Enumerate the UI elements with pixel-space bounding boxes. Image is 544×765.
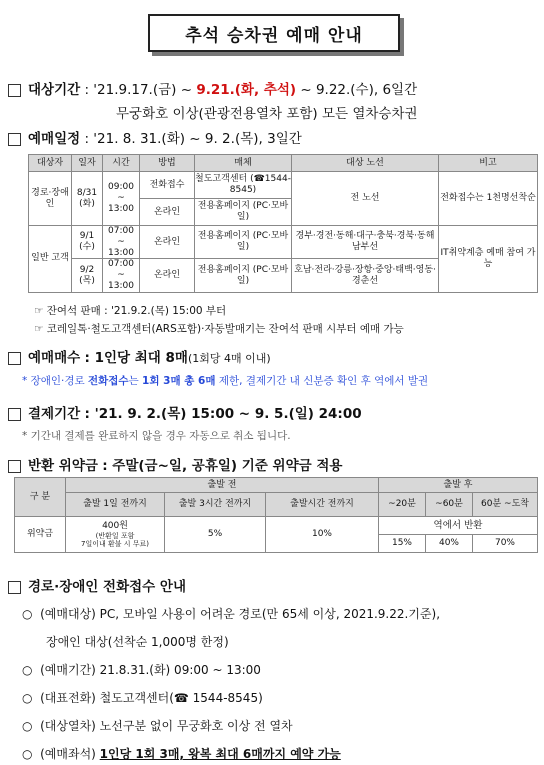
header-method: 방법 xyxy=(140,155,195,172)
cell-time-0700-b: 07:00 ~ 13:00 xyxy=(103,259,140,292)
phone-section-line xyxy=(8,575,186,595)
cell-penalty-15: 15% xyxy=(379,535,426,553)
header-note: 비고 xyxy=(439,155,538,172)
cell-note-it: IT취약계층 예매 참여 가능 xyxy=(439,226,538,293)
page-title: 추석 승차권 예매 안내 xyxy=(148,14,400,52)
phone-item-period xyxy=(22,661,261,678)
target-period-highlight: 9.21.(화, 추석) xyxy=(196,82,297,98)
header-after-20: ~20분 xyxy=(379,493,426,517)
cell-note-phone: 전화접수는 1천명선착순 xyxy=(439,172,538,226)
cell-penalty-400 xyxy=(66,517,165,553)
cell-method-phone: 전화접수 xyxy=(140,172,195,199)
payment-period-line xyxy=(8,402,362,422)
phone-section-label: 경로·장애인 전화접수 안내 xyxy=(28,579,186,595)
target-period-label: 대상기간 xyxy=(28,82,81,98)
target-trains: 무궁화호 이상(관광전용열차 포함) 모든 열차승차권 xyxy=(116,106,418,122)
cell-date-0831: 8/31 (화) xyxy=(72,172,103,226)
cell-penalty-10: 10% xyxy=(266,517,379,553)
cell-penalty-5: 5% xyxy=(165,517,266,553)
checkbox-icon xyxy=(8,408,21,421)
bullet-icon: ○ xyxy=(22,663,33,677)
reservation-schedule-line xyxy=(8,127,302,147)
cell-date-0902: 9/2 (목) xyxy=(72,259,103,292)
cell-target-senior: 경로·장애인 xyxy=(29,172,72,226)
header-date: 일자 xyxy=(72,155,103,172)
target-period-start: : '21.9.17.(금) ~ xyxy=(84,82,197,98)
bullet-icon: ○ xyxy=(22,747,33,761)
header-route: 대상 노선 xyxy=(292,155,439,172)
bullet-icon: ○ xyxy=(22,691,33,705)
cell-method-online-b: 온라인 xyxy=(140,259,195,292)
korail-talk-note: ☞ 코레일톡·철도고객센터(ARS포함)·자동발매기는 잔여석 판매 시부터 예매 가능 xyxy=(34,323,404,335)
schedule-table xyxy=(28,154,538,293)
checkbox-icon xyxy=(8,460,21,473)
checkbox-icon xyxy=(8,581,21,594)
ticket-count-line xyxy=(8,346,271,366)
header-after: 출발 후 xyxy=(379,478,538,493)
refund-table xyxy=(14,477,538,553)
target-period-line xyxy=(8,78,417,98)
refund-line xyxy=(8,454,342,474)
phone-item-seats xyxy=(22,745,341,762)
phone-item-tel xyxy=(22,689,263,706)
header-after-60: ~60분 xyxy=(426,493,473,517)
payment-period-label: 결제기간 xyxy=(28,406,81,422)
penalty-400-main: 400원 xyxy=(102,520,128,531)
cell-route-honam: 호남·전라·강릉·장항·중앙·태백·영동·경춘선 xyxy=(292,259,439,292)
penalty-400-sub2: 7일이내 환불 시 무료) xyxy=(81,539,149,548)
cell-penalty-70: 70% xyxy=(473,535,538,553)
checkbox-icon xyxy=(8,352,21,365)
phone-item-seats-prefix: (예매좌석) xyxy=(40,747,100,761)
phone-item-trains-text: (대상열차) 노선구분 없이 무궁화호 이상 전 열차 xyxy=(40,719,293,733)
cell-penalty-40: 40% xyxy=(426,535,473,553)
penalty-400-sub1: (반환일 포함 xyxy=(95,531,135,540)
header-target: 대상자 xyxy=(29,155,72,172)
cell-media-callcenter: 철도고객센터 (☎1544-8545) xyxy=(195,172,292,199)
header-gubun: 구 분 xyxy=(15,478,66,517)
cell-media-web-a: 전용홈페이지 (PC·모바일) xyxy=(195,226,292,259)
phone-item-target-cont: 장애인 대상(선착순 1,000명 한정) xyxy=(46,635,229,649)
reservation-schedule-text: : '21. 8. 31.(화) ~ 9. 2.(목), 3일간 xyxy=(84,131,302,147)
header-before: 출발 전 xyxy=(66,478,379,493)
note-particle: 는 xyxy=(128,375,143,387)
note-senior-prefix: * 장애인·경로 xyxy=(22,375,88,387)
phone-item-period-text: (예매기간) 21.8.31.(화) 09:00 ~ 13:00 xyxy=(40,663,261,677)
ticket-count-label: 예매매수 xyxy=(28,350,81,366)
cell-media-web-b: 전용홈페이지 (PC·모바일) xyxy=(195,259,292,292)
header-before-3h: 출발 3시간 전까지 xyxy=(165,493,266,517)
cell-station-refund: 역에서 반환 xyxy=(379,517,538,535)
phone-item-seats-limit: 1인당 1회 3매, 왕복 최대 6매까지 예약 가능 xyxy=(99,747,341,761)
phone-item-tel-text: (대표전화) 철도고객센터(☎ 1544-8545) xyxy=(40,691,263,705)
bullet-icon: ○ xyxy=(22,719,33,733)
cell-method-online: 온라인 xyxy=(140,199,195,226)
cell-route-all: 전 노선 xyxy=(292,172,439,226)
phone-item-trains xyxy=(22,717,293,734)
refund-label: 반환 위약금 xyxy=(28,458,98,474)
ticket-count-note xyxy=(22,373,428,388)
phone-item-target-text: (예매대상) PC, 모바일 사용이 어려운 경로(만 65세 이상, 2021.9.22.기준), xyxy=(40,607,441,621)
cell-date-0901: 9/1 (수) xyxy=(72,226,103,259)
header-before-1day: 출발 1일 전까지 xyxy=(66,493,165,517)
cell-method-online-a: 온라인 xyxy=(140,226,195,259)
header-time: 시간 xyxy=(103,155,140,172)
ticket-count-per-time: (1회당 4매 이내) xyxy=(187,352,271,365)
note-limit: 1회 3매 총 6매 xyxy=(142,375,216,387)
cell-penalty-label: 위약금 xyxy=(15,517,66,553)
note-phone: 전화접수 xyxy=(87,375,129,387)
checkbox-icon xyxy=(8,84,21,97)
payment-note: * 기간내 결제를 완료하지 않을 경우 자동으로 취소 됩니다. xyxy=(22,430,291,442)
refund-text: : 주말(금~일, 공휴일) 기준 위약금 적용 xyxy=(102,458,343,474)
header-before-dep: 출발시간 전까지 xyxy=(266,493,379,517)
cell-time-0700-a: 07:00 ~ 13:00 xyxy=(103,226,140,259)
cell-target-general: 일반 고객 xyxy=(29,226,72,293)
phone-item-target xyxy=(22,605,440,622)
target-period-end: ~ 9.22.(수), 6일간 xyxy=(296,82,418,98)
ticket-count-max: : 1인당 최대 8매 xyxy=(84,350,188,366)
checkbox-icon xyxy=(8,133,21,146)
header-after-arrival: 60분 ~도착 xyxy=(473,493,538,517)
note-suffix: 제한, 결제기간 내 신분증 확인 후 역에서 발권 xyxy=(215,375,429,387)
cell-time-0900: 09:00 ~ 13:00 xyxy=(103,172,140,226)
remaining-seat-note: ☞ 잔여석 판매 : '21.9.2.(목) 15:00 부터 xyxy=(34,305,227,317)
cell-media-web: 전용홈페이지 (PC·모바일) xyxy=(195,199,292,226)
bullet-icon: ○ xyxy=(22,607,33,621)
cell-route-gyeongbu: 경부·경전·동해·대구·충북·경북·동해남부선 xyxy=(292,226,439,259)
payment-period-text: : '21. 9. 2.(목) 15:00 ~ 9. 5.(일) 24:00 xyxy=(84,406,362,422)
reservation-schedule-label: 예매일정 xyxy=(28,131,81,147)
header-media: 매체 xyxy=(195,155,292,172)
